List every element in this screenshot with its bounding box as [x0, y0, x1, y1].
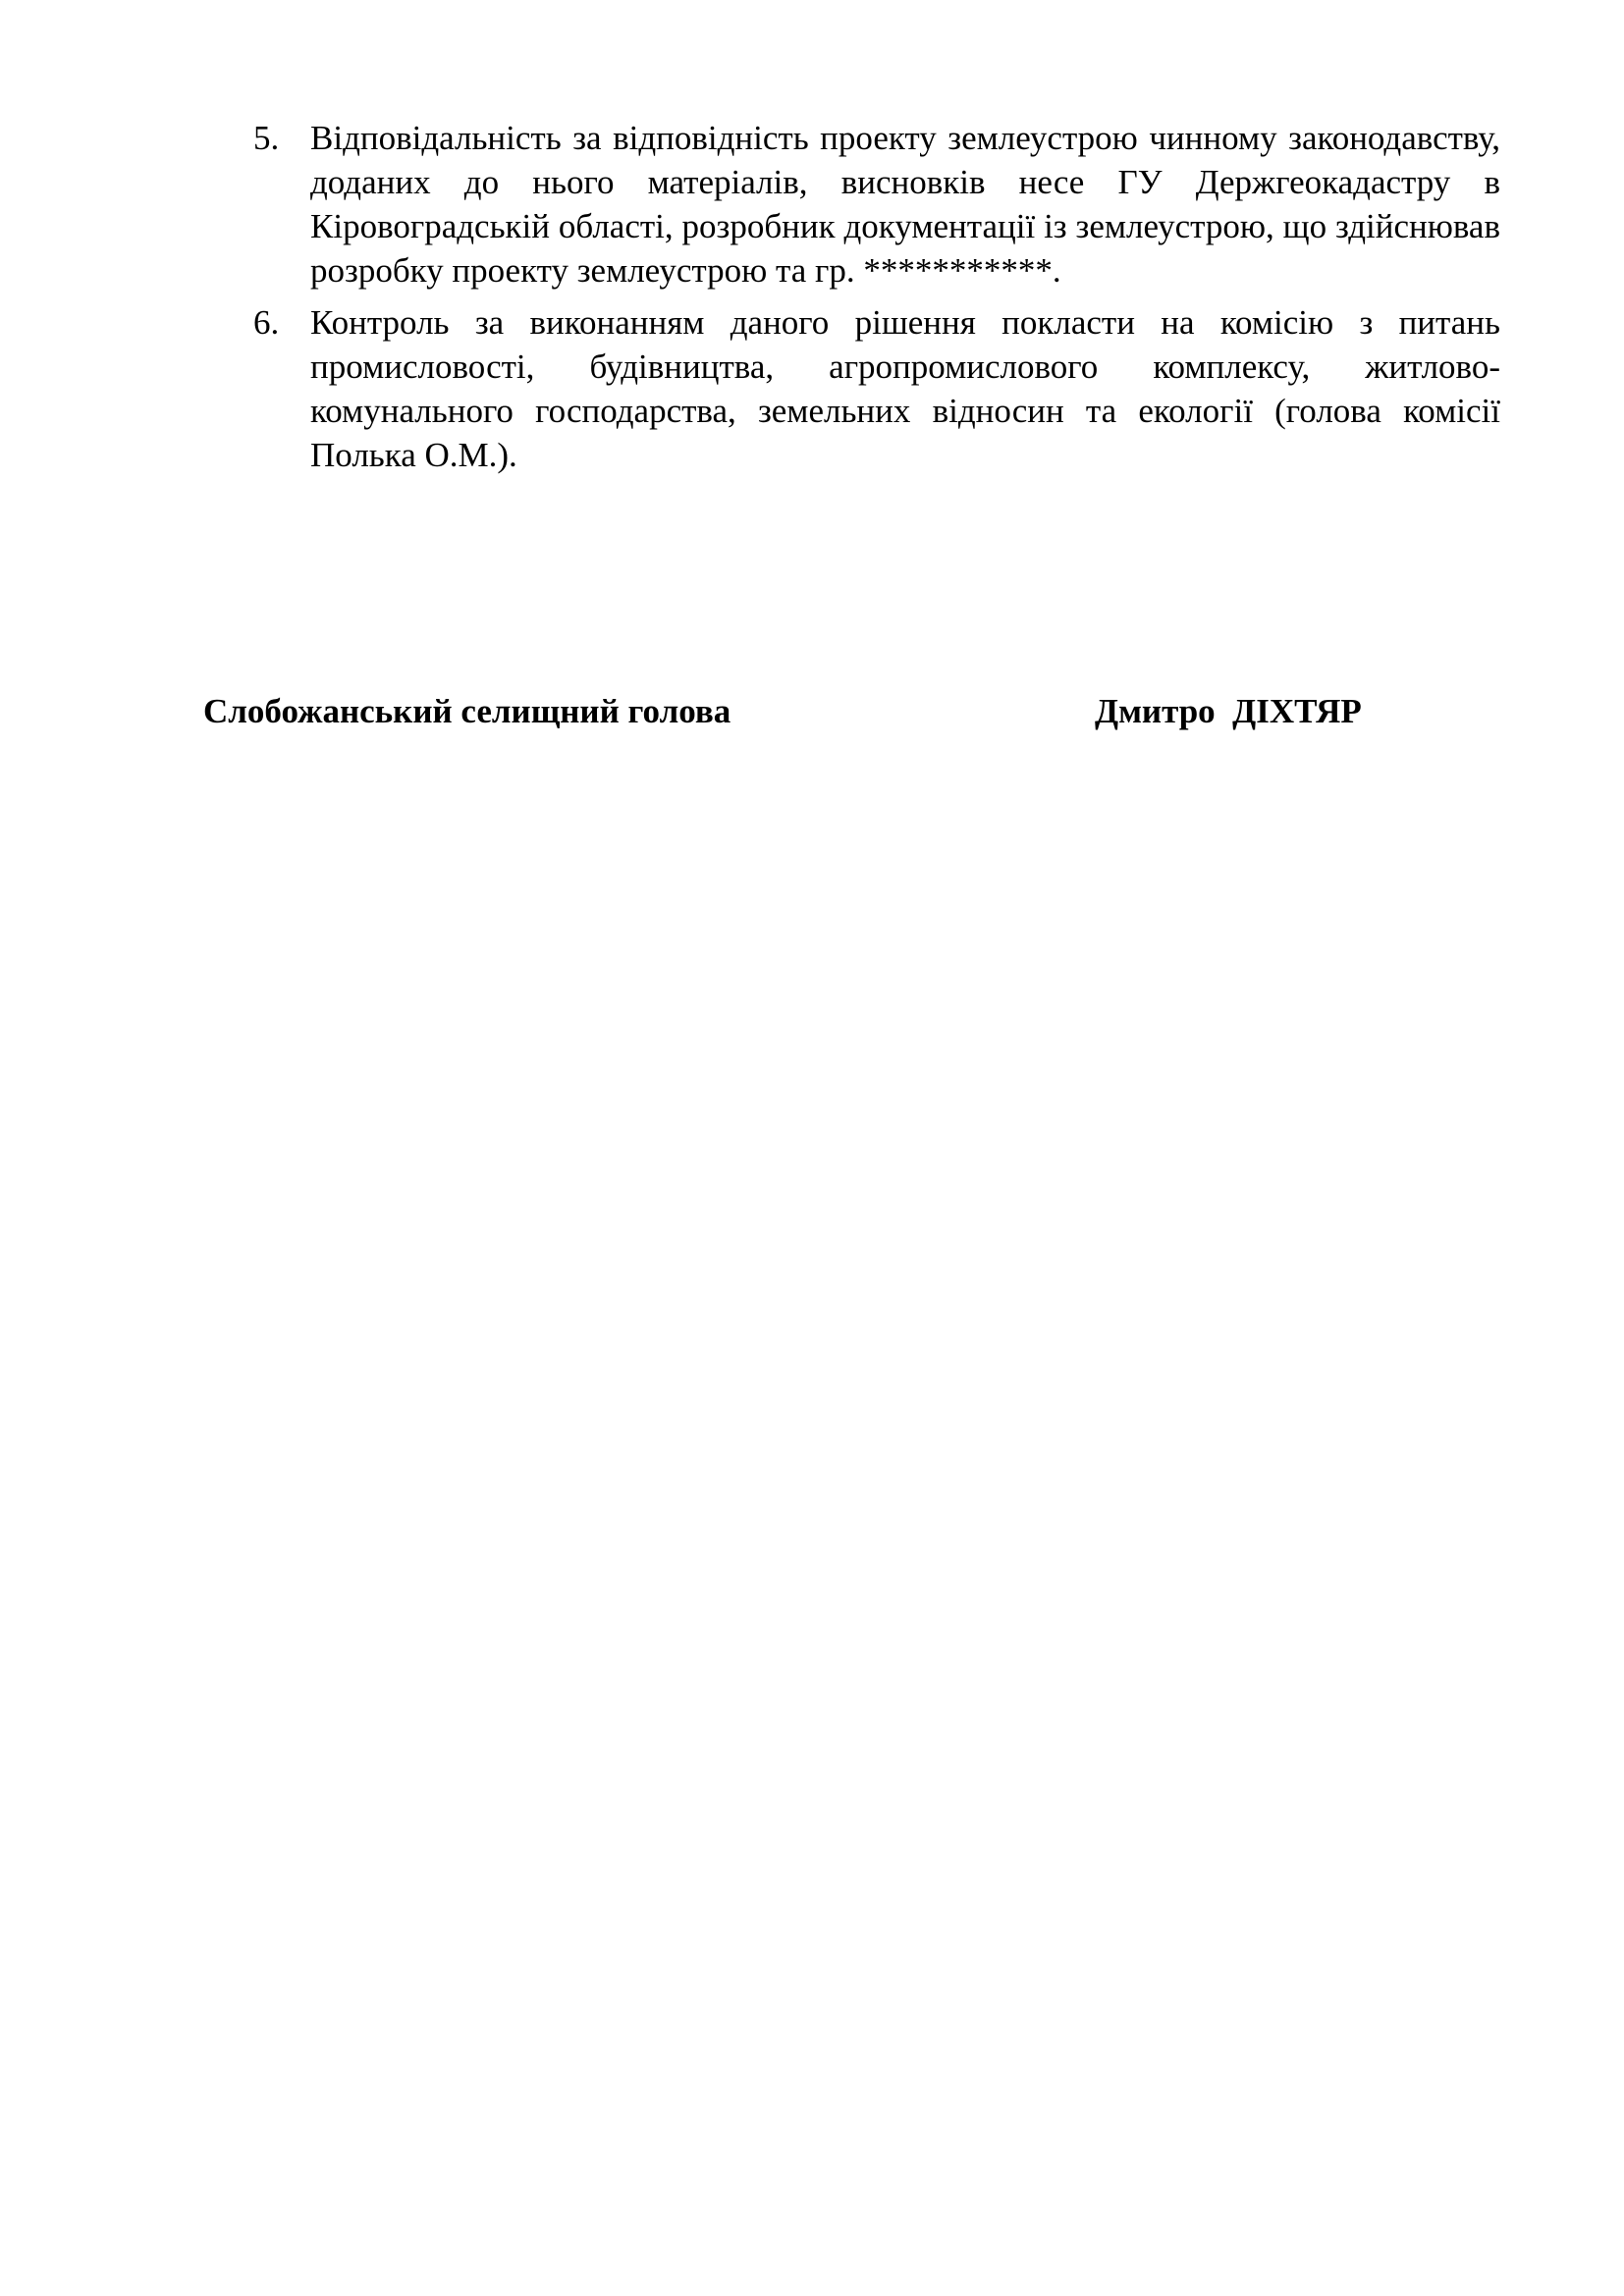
signature-title: Слобожанський селищний голова: [203, 692, 731, 730]
item-text: Контроль за виконанням даного рішення покласти на комісію з питань промисловості, будівництва, агропромислового комплексу, житлово-комунального господарства, земельних відносин та екології (голова комісії Полька О.М.).: [310, 303, 1500, 474]
item-number: 5.: [253, 119, 280, 157]
decision-items-list: [253, 116, 1500, 477]
item-number: 6.: [253, 303, 280, 342]
list-item: [253, 116, 1500, 293]
item-text: Відповідальність за відповідність проекту землеустрою чинному законодавству, доданих до нього матеріалів, висновків несе ГУ Держгеокадастру в Кіровоградській області, розробник документації із землеустрою, що здійснював розробку проекту землеустрою та гр. ***********.: [310, 119, 1500, 290]
list-item: [253, 300, 1500, 477]
signature-name: Дмитро ДІХТЯР: [1095, 692, 1362, 730]
